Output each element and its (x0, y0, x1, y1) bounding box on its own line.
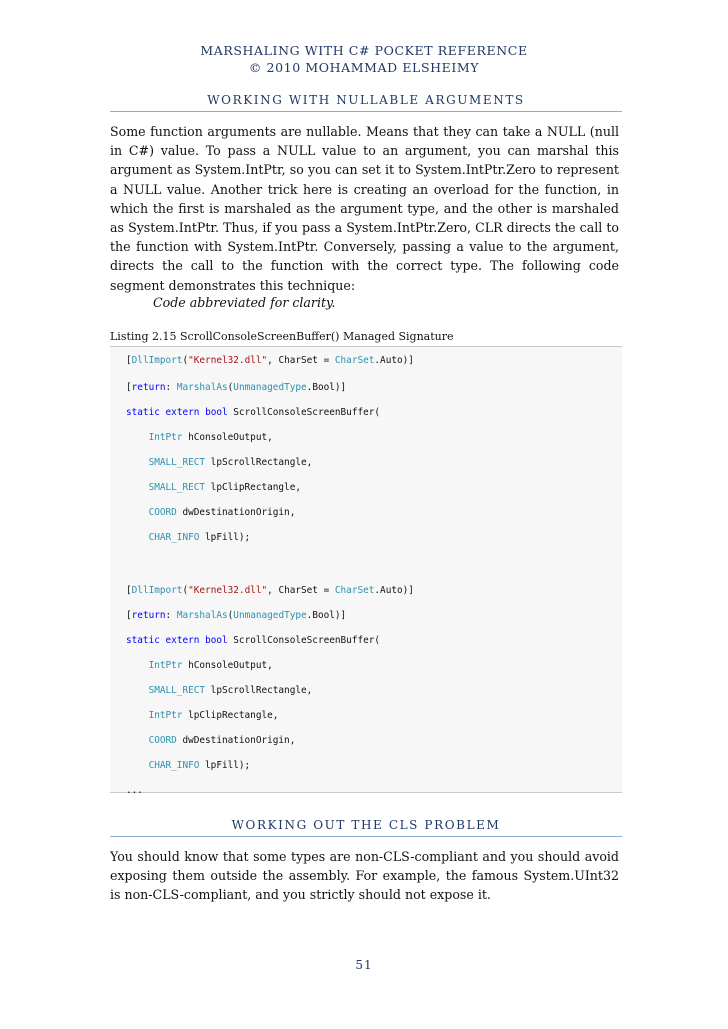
code-text-token: lpClipRectangle, (182, 710, 279, 721)
code-line (126, 585, 414, 596)
code-string-token: "Kernel32.dll" (188, 355, 268, 366)
code-type-token: CharSet (334, 355, 375, 366)
code-text-token: : (165, 610, 177, 621)
code-line (126, 407, 380, 418)
code-text-token: .Bool)] (306, 610, 347, 621)
listing-caption: Listing 2.15 ScrollConsoleScreenBuffer() Managed Signature (110, 330, 454, 343)
code-line (126, 785, 143, 796)
code-text-token: ScrollConsoleScreenBuffer( (227, 407, 381, 418)
code-text-token: [ (126, 382, 132, 393)
code-text-token: lpClipRectangle, (205, 482, 301, 493)
code-keyword-token: static (126, 635, 160, 646)
code-text-token: [ (126, 610, 132, 621)
code-type-token: CharSet (334, 585, 375, 596)
code-text-token: lpScrollRectangle, (205, 685, 313, 696)
code-keyword-token: extern (165, 407, 200, 418)
code-line (126, 355, 414, 366)
code-type-token: UnmanagedType (233, 382, 307, 393)
code-text-token: lpFill); (199, 760, 251, 771)
code-text-token (126, 482, 149, 493)
code-type-token: MarshalAs (176, 610, 228, 621)
code-line (126, 457, 312, 468)
code-text-token (126, 507, 149, 518)
code-line (126, 382, 346, 393)
code-text-token: lpFill); (199, 532, 251, 543)
code-text-token: hConsoleOutput, (182, 660, 273, 671)
code-string-token: "Kernel32.dll" (188, 585, 268, 596)
code-text-token: : (165, 382, 177, 393)
code-text-token: dwDestinationOrigin, (176, 507, 296, 518)
code-keyword-token: bool (205, 407, 228, 418)
code-type-token: DllImport (131, 355, 183, 366)
book-title: MARSHALING WITH C# POCKET REFERENCE (200, 43, 528, 58)
code-type-token: IntPtr (148, 432, 183, 443)
code-text-token (126, 760, 149, 771)
code-text-token: ... (126, 785, 143, 796)
code-text-token: .Auto)] (374, 355, 414, 366)
code-keyword-token: extern (165, 635, 200, 646)
code-type-token: COORD (148, 507, 177, 518)
code-text-token: ( (227, 382, 234, 393)
body-paragraph: You should know that some types are non-CLS-compliant and you should avoid exposing them outside the assembly. For example, the famous System.UInt32 is non-CLS-compliant, and you strictly should not expose it. (110, 849, 619, 903)
code-text-token: [ (126, 585, 132, 596)
code-text-token (126, 685, 149, 696)
code-text-token: ( (182, 585, 189, 596)
code-line (126, 710, 278, 721)
code-type-token: MarshalAs (176, 382, 228, 393)
section-heading-cls: WORKING OUT THE CLS PROBLEM (231, 818, 501, 832)
copyright-line: © 2010 MOHAMMAD ELSHEIMY (248, 60, 480, 75)
code-text-token: ( (227, 610, 234, 621)
code-line (126, 610, 346, 621)
code-line (126, 532, 250, 543)
body-paragraph: Some function arguments are nullable. Means that they can take a NULL (null in C#) value. To pass a NULL value to an argument, you can marshal this argument as System.IntPtr, so you can set it to System.IntPtr.Zero to represent a NULL value. Another trick here is creating an overload for the function, in which the first is marshaled as the argument type, and the other is marshaled as System.IntPtr. Thus, if you pass a System.IntPtr.Zero, CLR directs the call to the function with System.IntPtr. Conversely, passing a value to the argument, directs the call to the function with the correct type. The following code segment demonstrates this technique: (110, 124, 619, 293)
code-type-token: IntPtr (148, 660, 183, 671)
code-keyword-token: return (131, 610, 166, 621)
code-type-token: SMALL_RECT (148, 482, 206, 493)
code-listing (110, 346, 622, 796)
code-text-token: ( (182, 355, 189, 366)
code-line (126, 507, 295, 518)
code-keyword-token: static (126, 407, 160, 418)
section-divider (110, 111, 622, 112)
code-type-token: CHAR_INFO (148, 760, 200, 771)
code-text-token: ScrollConsoleScreenBuffer( (227, 635, 381, 646)
code-text-token: , CharSet = (267, 585, 335, 596)
code-type-token: UnmanagedType (233, 610, 307, 621)
code-type-token: IntPtr (148, 710, 183, 721)
code-text-token: .Bool)] (306, 382, 347, 393)
section-divider (110, 836, 622, 837)
code-keyword-token: return (131, 382, 166, 393)
code-note: Code abbreviated for clarity. (153, 295, 336, 310)
code-text-token: [ (126, 355, 132, 366)
code-line (126, 760, 250, 771)
code-type-token: SMALL_RECT (148, 457, 206, 468)
code-text-token (126, 710, 149, 721)
code-line (126, 685, 312, 696)
code-type-token: DllImport (131, 585, 183, 596)
code-text-token: hConsoleOutput, (182, 432, 273, 443)
code-text-token: lpScrollRectangle, (205, 457, 313, 468)
section-heading-nullable: WORKING WITH NULLABLE ARGUMENTS (207, 93, 525, 107)
code-line (126, 735, 295, 746)
code-line (126, 432, 273, 443)
code-text-token (126, 735, 149, 746)
code-line (126, 482, 301, 493)
code-text-token: dwDestinationOrigin, (176, 735, 296, 746)
code-text-token (126, 457, 149, 468)
code-line (126, 635, 380, 646)
code-text-token: , CharSet = (267, 355, 335, 366)
code-text-token (126, 532, 149, 543)
page-number: 51 (355, 958, 373, 972)
code-keyword-token: bool (205, 635, 228, 646)
code-line (126, 660, 273, 671)
code-type-token: CHAR_INFO (148, 532, 200, 543)
code-text-token (126, 432, 149, 443)
code-type-token: COORD (148, 735, 177, 746)
code-type-token: SMALL_RECT (148, 685, 206, 696)
code-text-token: .Auto)] (374, 585, 414, 596)
running-header (0, 42, 728, 76)
code-text-token (126, 660, 149, 671)
